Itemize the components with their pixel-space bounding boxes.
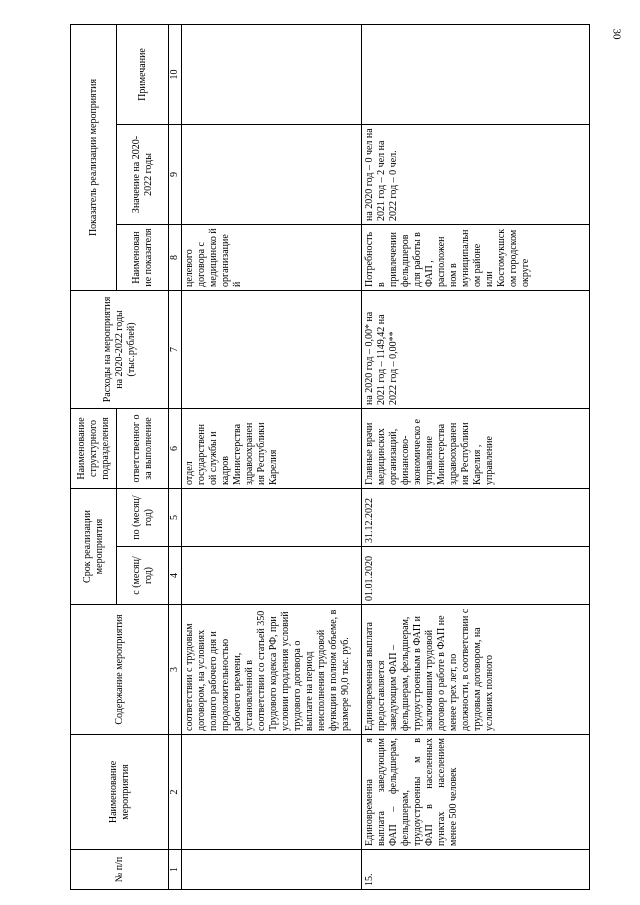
row15-to: 31.12.2022 [362,488,590,546]
header-term-from: с (месяц/ год) [117,547,169,605]
row15-content: Единовременная выплата предоставляется заведующим ФАП – фельдшерам, фельдшерам, трудоустроенным в ФАП и заключившим трудовой договор о работе в ФАП не менее трех лет, по должности, в соответствии с трудовым договором, на условиях полного [362,605,590,735]
cell-empty [182,547,362,605]
table-row [182,24,362,889]
header-ind-name: Наименован ие показателя [117,224,169,290]
header-expenses: Расходы на мероприятия на 2020-2022 годы (тыс.рублей) [71,290,169,408]
row15-name: Единовременна я выплата заведующим ФАП – фельдшерам, фельдшерам, трудоустроенны м в ФАП в населенных пунктах населением менее 500 человек [362,735,590,850]
col-number: 9 [169,124,182,224]
cell-empty [362,24,590,124]
cell-empty [182,290,362,408]
cont-unit-cell: отдел государственн ой службы и кадров Министерства здравоохранен ия Республики Карелия [182,408,362,488]
cont-content-cell: соответствии с трудовым договором, на условиях полного рабочего дня и продолжительностью рабочего времени, установленной в соответствии со статьей 350 Трудового кодекса РФ, при условии продления условий трудового договора о выплате на период неисполнения трудовой функции в полном объеме, в размере 90,0 тыс. руб. [182,605,362,735]
header-note: Примечание [117,24,169,124]
col-number: 1 [169,850,182,890]
header-unit: Наименование структурного подразделения [71,408,117,488]
header-term: Срок реализации мероприятия [71,488,117,604]
rotated-table-wrapper [70,25,590,890]
col-number: 7 [169,290,182,408]
header-content: Содержание мероприятия [71,605,169,735]
col-number: 10 [169,24,182,124]
header-name: Наименование мероприятия [71,735,169,850]
column-numbers-row [169,24,182,889]
cell-empty [182,124,362,224]
cell-empty [182,735,362,850]
col-number: 3 [169,605,182,735]
cell-empty [182,488,362,546]
table-row [362,24,590,889]
row15-from: 01.01.2020 [362,547,590,605]
header-unit-resp: ответственног о за выполнение [117,408,169,488]
col-number: 4 [169,547,182,605]
row15-unit: Главные врачи медицинских организаций, финансово-экономическо е управление Министерства здравоохранен ия Республики Карелия , управление [362,408,590,488]
cell-empty [182,850,362,890]
page-number: 30 [610,28,623,40]
row15-ind-name: Потребность в привлечении фельдшеров для работы в ФАП , расположен ном в муниципальн ом районе или Костомукшск ом городском округе [362,224,590,290]
activities-table [70,24,590,890]
header-ind-value: Значение на 2020-2022 годы [117,124,169,224]
header-term-to: по (месяц/ год) [117,488,169,546]
col-number: 5 [169,488,182,546]
col-number: 2 [169,735,182,850]
header-num: № п/п [71,850,169,890]
col-number: 8 [169,224,182,290]
row15-expenses: на 2020 год – 0,00* на 2021 год – 1149,42 на 2022 год – 0,00** [362,290,590,408]
row15-ind-value: на 2020 год – 0 чел на 2021 год – 2 чел на 2022 год – 0 чел. [362,124,590,224]
cell-empty [182,24,362,124]
row15-num: 15. [362,850,590,890]
cont-ind-name-cell: целевого договора с медицинско й организацие й [182,224,362,290]
header-indicator: Показатель реализации мероприятия [71,24,117,290]
col-number: 6 [169,408,182,488]
